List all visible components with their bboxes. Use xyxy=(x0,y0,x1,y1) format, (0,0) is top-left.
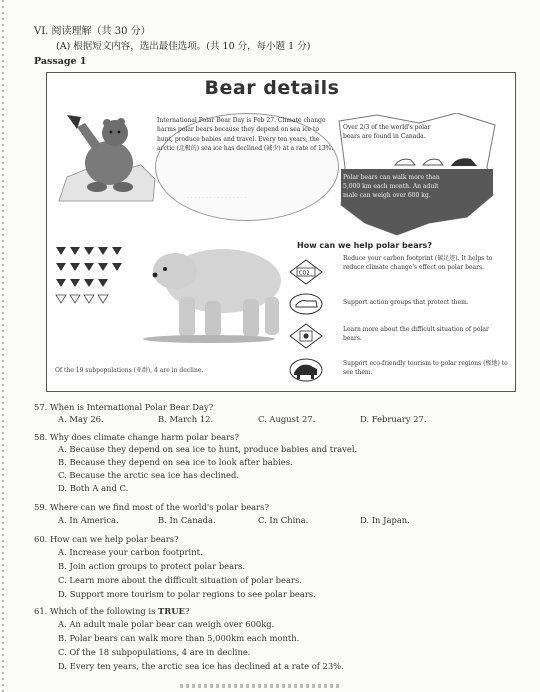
canada-fact-text: Over 2/3 of the world's polar bears are found in Canada. xyxy=(343,124,431,140)
answer-option: B. Polar bears can walk more than 5,000km each month. xyxy=(58,633,300,643)
section-title: VI. 阅读理解（共 30 分） xyxy=(34,26,151,37)
answer-option: D. February 27. xyxy=(360,414,427,424)
polar-bear-day-text: International Polar Bear Day is Feb 27. Climate change harms polar bears because they depend on sea ice to hunt, produce babies and travel. Every ten years, the arctic (北极的) sea ice has declined (减少) at a rate of 13%. xyxy=(157,117,334,152)
page-edge-dots xyxy=(2,0,4,692)
subpopulation-text: Of the 19 subpopulations (亚群), 4 are in decline. xyxy=(55,367,204,374)
answer-option: A. Increase your carbon footprint. xyxy=(58,547,203,557)
bear-facts-text: Polar bears can walk more than 5,000 km each month. An adult male can weigh over 600 kg. xyxy=(343,174,440,199)
help-item-text: Support action groups that protect them. xyxy=(343,299,469,306)
poster-title: Bear details xyxy=(204,77,340,99)
learn-more-icon xyxy=(289,323,323,349)
action-group-icon xyxy=(289,291,323,317)
emphasis-true: TRUE xyxy=(158,606,185,616)
question-stem: 57. When is International Polar Bear Day? xyxy=(34,402,214,412)
section-subtitle: (A) 根据短文内容，选出最佳选项。(共 10 分，每小题 1 分) xyxy=(56,41,311,52)
question-stem: 60. How can we help polar bears? xyxy=(34,534,179,544)
help-heading: How can we help polar bears? xyxy=(297,241,432,250)
answer-option: B. March 12. xyxy=(158,414,214,424)
polar-bear-photo xyxy=(139,227,295,343)
answer-option: D. Both A and C. xyxy=(58,483,129,493)
bear-poster xyxy=(46,72,516,392)
faded-caption: · · · · · · · · · · · · · · · · xyxy=(187,195,247,202)
co2-label: CO2 xyxy=(299,270,310,277)
carbon-footprint-icon xyxy=(289,259,323,285)
answer-option: B. Because they depend on sea ice to look after babies. xyxy=(58,457,293,467)
paw-prints-grid-icon xyxy=(53,243,133,313)
page-footer-mark xyxy=(180,684,340,688)
question-stem-suffix: ? xyxy=(184,606,190,616)
question-stem: 58. Why does climate change harm polar bears? xyxy=(34,432,239,442)
help-item-text: Learn more about the difficult situation of polar bears. xyxy=(343,326,489,342)
answer-option: C. Learn more about the difficult situation of polar bears. xyxy=(58,575,302,585)
help-item-text: Reduce your carbon footprint (碳足迹). It helps to reduce climate change's effect on polar bears. xyxy=(343,255,493,271)
answer-option: D. Every ten years, the arctic sea ice has declined at a rate of 23%. xyxy=(58,661,344,671)
answer-option: A. In America. xyxy=(58,515,119,525)
answer-option: D. In Japan. xyxy=(360,515,410,525)
answer-option: B. In Canada. xyxy=(158,515,216,525)
answer-option: C. In China. xyxy=(258,515,309,525)
eco-tourism-icon xyxy=(289,357,323,383)
question-stem xyxy=(34,606,189,617)
answer-option: A. Because they depend on sea ice to hunt, produce babies and travel. xyxy=(58,444,358,454)
answer-option: C. Of the 18 subpopulations, 4 are in decline. xyxy=(58,647,251,657)
answer-option: A. May 26. xyxy=(58,414,104,424)
small-bears-icon xyxy=(393,155,483,169)
answer-option: C. August 27. xyxy=(258,414,316,424)
passage-label: Passage 1 xyxy=(34,56,87,67)
question-stem-prefix: 61. Which of the following is xyxy=(34,606,159,616)
answer-option: A. An adult male polar bear can weigh over 600kg. xyxy=(58,619,275,629)
bear-on-ice-illustration xyxy=(57,105,157,205)
answer-option: B. Join action groups to protect polar bears. xyxy=(58,561,246,571)
answer-option: C. Because the arctic sea ice has declined. xyxy=(58,470,239,480)
answer-option: D. Support more tourism to polar regions to see polar bears. xyxy=(58,589,316,599)
question-stem: 59. Where can we find most of the world's polar bears? xyxy=(34,502,269,512)
help-item-text: Support eco-friendly tourism to polar regions (极地) to see them. xyxy=(343,360,508,376)
